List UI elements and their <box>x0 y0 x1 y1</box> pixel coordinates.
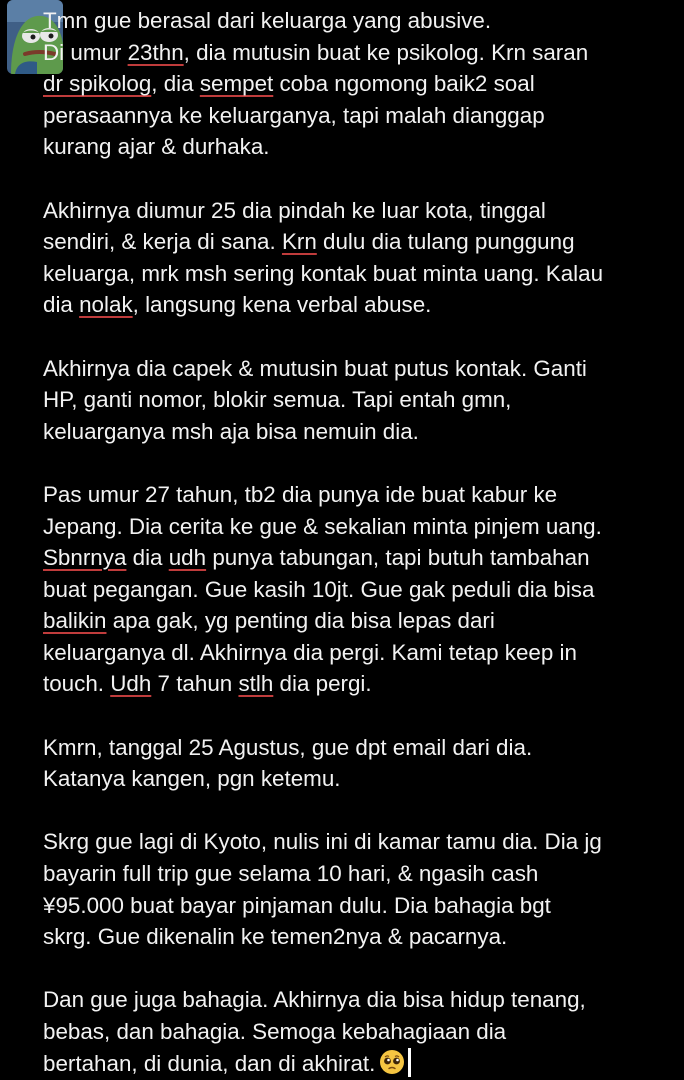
text-segment: HP, ganti nomor, blokir semua. Tapi entah gmn, <box>43 387 512 413</box>
text-segment: apa gak, yg penting dia bisa lepas dari <box>106 608 495 634</box>
note-paragraph <box>43 353 673 448</box>
note-line <box>43 479 673 511</box>
note-text[interactable] <box>43 5 673 1079</box>
note-paragraph <box>43 479 673 700</box>
note-paragraph <box>43 732 673 795</box>
text-segment: 7 tahun <box>151 671 239 697</box>
text-segment: perasaannya ke keluarganya, tapi malah dianggap <box>43 102 545 128</box>
note-line <box>43 195 673 227</box>
text-segment: Katanya kangen, pgn ketemu. <box>43 766 341 792</box>
note-line <box>43 984 673 1016</box>
note-line <box>43 890 673 922</box>
note-line <box>43 921 673 953</box>
note-paragraph <box>43 5 673 163</box>
text-segment: , langsung kena verbal abuse. <box>132 292 432 318</box>
note-line <box>43 637 673 669</box>
text-segment: bebas, dan bahagia. Semoga kebahagiaan dia <box>43 1019 507 1044</box>
spellcheck-word: balikin <box>43 608 107 634</box>
note-line <box>43 858 673 890</box>
note-line <box>43 732 673 764</box>
text-segment: bertahan, di dunia, dan di akhirat. <box>43 1050 376 1076</box>
text-segment: keluarganya dl. Akhirnya dia pergi. Kami tetap keep in <box>43 639 577 665</box>
note-paragraph <box>43 195 673 321</box>
note-line <box>43 416 673 448</box>
note-line <box>43 826 673 858</box>
spellcheck-word: 23thn <box>127 39 184 65</box>
note-line <box>43 258 673 290</box>
note-line <box>43 37 673 69</box>
text-segment: Jepang. Dia cerita ke gue & sekalian minta pinjem uang. <box>43 513 602 539</box>
spellcheck-word: dr spikolog <box>43 71 152 97</box>
text-segment: punya tabungan, tapi butuh tambahan <box>206 545 590 571</box>
text-segment: kurang ajar & durhaka. <box>43 134 270 160</box>
note-line <box>43 5 673 37</box>
text-segment: skrg. Gue dikenalin ke temen2nya & pacarnya. <box>43 924 508 950</box>
note-line <box>43 763 673 795</box>
text-segment: dia <box>43 292 80 318</box>
spellcheck-word: sempet <box>199 71 274 97</box>
text-segment: Tmn gue berasal dari keluarga yang abusive. <box>43 8 492 33</box>
note-line <box>43 511 673 543</box>
text-segment: dia <box>126 545 169 571</box>
text-segment: , dia <box>151 71 200 97</box>
note-line <box>43 289 673 321</box>
note-line <box>43 68 673 100</box>
note-paragraph <box>43 984 673 1079</box>
text-segment: bayarin full trip gue selama 10 hari, & ngasih cash <box>43 861 539 887</box>
note-paragraph <box>43 826 673 952</box>
text-segment: dia pergi. <box>273 671 372 697</box>
note-line <box>43 384 673 416</box>
text-segment: dulu dia tulang punggung <box>316 229 575 255</box>
spellcheck-word: Krn <box>281 229 317 255</box>
text-segment: Di umur <box>43 39 128 65</box>
text-segment: keluarganya msh aja bisa nemuin dia. <box>43 418 419 444</box>
spellcheck-word: udh <box>168 545 207 571</box>
note-line <box>43 226 673 258</box>
note-line <box>43 574 673 606</box>
text-segment: buat pegangan. Gue kasih 10jt. Gue gak peduli dia bisa <box>43 576 595 602</box>
note-line <box>43 542 673 574</box>
text-segment: touch. <box>43 671 111 697</box>
text-cursor <box>408 1048 411 1077</box>
spellcheck-word: stlh <box>238 671 274 697</box>
text-segment: Skrg gue lagi di Kyoto, nulis ini di kamar tamu dia. Dia jg <box>43 829 602 855</box>
note-line <box>43 131 673 163</box>
text-segment: sendiri, & kerja di sana. <box>43 229 282 255</box>
note-line <box>43 353 673 385</box>
note-line <box>43 1016 673 1048</box>
spellcheck-word: Udh <box>110 671 152 697</box>
spellcheck-word: nolak <box>79 292 133 318</box>
spellcheck-word: Sbnrnya <box>43 545 127 571</box>
text-segment: Akhirnya dia capek & mutusin buat putus kontak. Ganti <box>43 355 587 381</box>
text-segment: ¥95.000 buat bayar pinjaman dulu. Dia bahagia bgt <box>43 892 551 918</box>
note-line <box>43 100 673 132</box>
note-line <box>43 1048 673 1080</box>
text-segment: coba ngomong baik2 soal <box>273 71 535 97</box>
note-line <box>43 668 673 700</box>
text-segment: Dan gue juga bahagia. Akhirnya dia bisa hidup tenang, <box>43 987 586 1013</box>
text-segment: Pas umur 27 tahun, tb2 dia punya ide buat kabur ke <box>43 481 558 507</box>
note-line <box>43 605 673 637</box>
text-segment: , dia mutusin buat ke psikolog. Krn saran <box>183 39 589 65</box>
pleading-face-icon <box>379 1049 405 1075</box>
text-segment: keluarga, mrk msh sering kontak buat minta uang. Kalau <box>43 260 604 286</box>
text-segment: Akhirnya diumur 25 dia pindah ke luar kota, tinggal <box>43 197 546 223</box>
text-segment: Kmrn, tanggal 25 Agustus, gue dpt email dari dia. <box>43 734 533 760</box>
